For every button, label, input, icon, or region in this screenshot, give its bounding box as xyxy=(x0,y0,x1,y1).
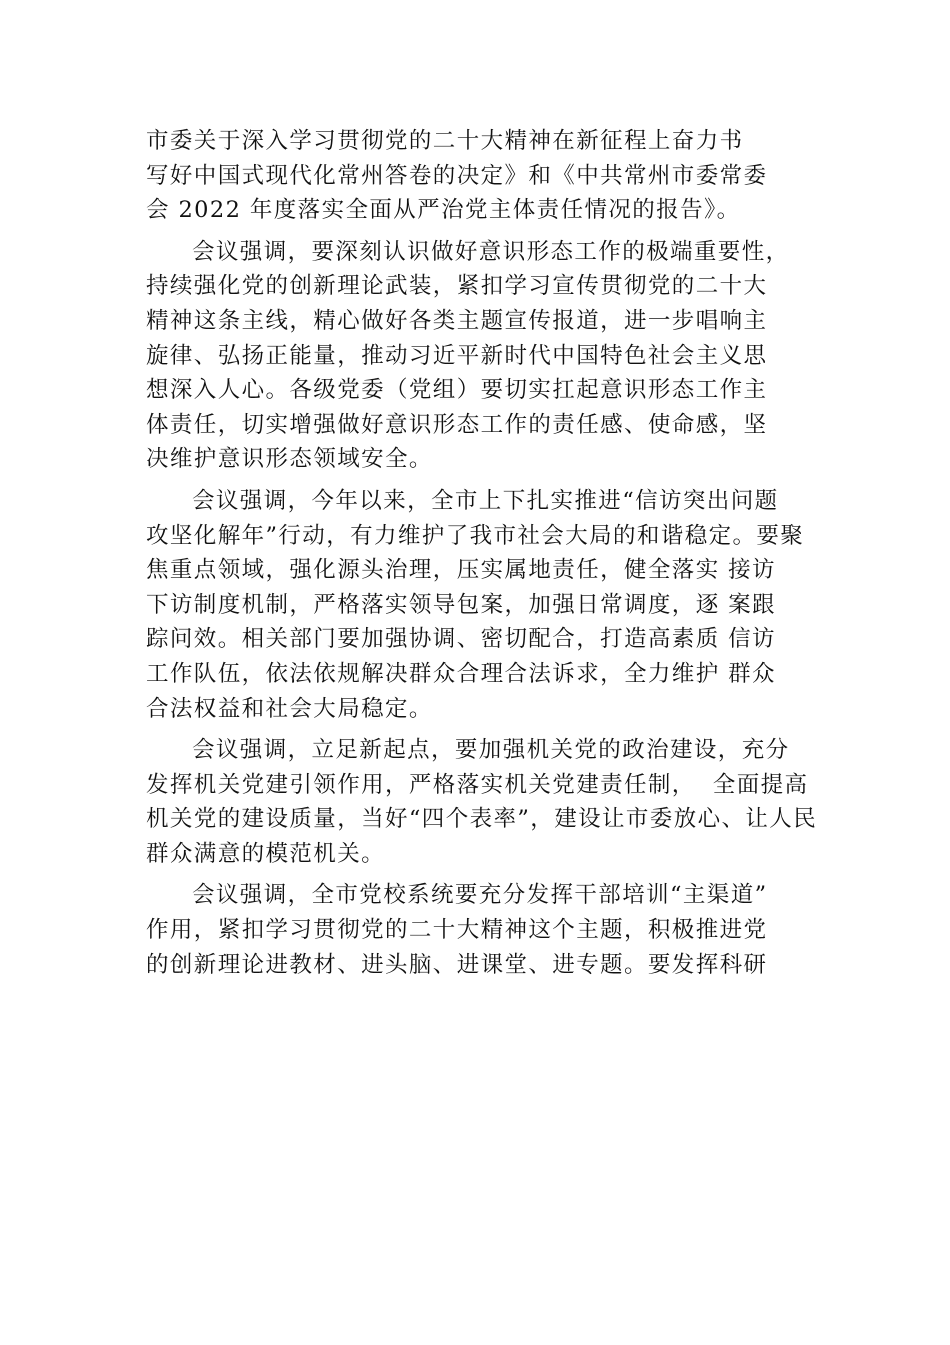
text-line: 会议强调，今年以来，全市上下扎实推进“信访突出问题 xyxy=(192,487,779,514)
document-body xyxy=(146,124,826,982)
text-line: 持续强化党的创新理论武装，紧扣学习宣传贯彻党的二十大 xyxy=(146,273,768,300)
text-line: 工作队伍，依法依规解决群众合理合法诉求，全力维护 群众 xyxy=(146,660,776,687)
paragraph-ideology-work xyxy=(146,235,826,477)
text-line: 发挥机关党建引领作用，严格落实机关党建责任制， 全面提高 xyxy=(146,771,809,798)
text-line: 群众满意的模范机关。 xyxy=(146,840,386,867)
text-line: 会议强调，立足新起点，要加强机关党的政治建设，充分 xyxy=(192,737,790,764)
text-line: 精神这条主线，精心做好各类主题宣传报道，进一步唱响主 xyxy=(146,307,768,334)
paragraph-continuation xyxy=(146,124,826,228)
text-line: 焦重点领域，强化源头治理，压实属地责任，健全落实 接访 xyxy=(146,557,776,584)
text-line: 会议强调，全市党校系统要充分发挥干部培训“主渠道” xyxy=(192,882,768,909)
text-line: 决维护意识形态领域安全。 xyxy=(146,446,433,473)
text-line: 攻坚化解年”行动，有力维护了我市社会大局的和谐稳定。要聚 xyxy=(146,522,805,549)
text-line: 旋律、弘扬正能量，推动习近平新时代中国特色社会主义思 xyxy=(146,342,768,369)
text-line: 的创新理论进教材、进头脑、进课堂、进专题。要发挥科研 xyxy=(146,951,768,978)
text-line: 体责任，切实增强做好意识形态工作的责任感、使命感，坚 xyxy=(146,411,768,438)
paragraph-party-building xyxy=(146,733,826,871)
text-line: 写好中国式现代化常州答卷的决定》和《中共常州市委常委 xyxy=(146,162,768,189)
text-line: 踪问效。相关部门要加强协调、密切配合，打造高素质 信访 xyxy=(146,626,776,653)
text-line: 市委关于深入学习贯彻党的二十大精神在新征程上奋力书 xyxy=(146,128,744,154)
text-line: 机关党的建设质量，当好“四个表率”，建设让市委放心、让人民 xyxy=(146,806,818,833)
text-line: 合法权益和社会大局稳定。 xyxy=(146,695,433,722)
text-line: 想深入人心。各级党委（党组）要切实扛起意识形态工作主 xyxy=(146,377,768,404)
text-line: 会 2022 年度落实全面从严治党主体责任情况的报告》。 xyxy=(146,197,741,224)
text-line: 作用，紧扣学习贯彻党的二十大精神这个主题，积极推进党 xyxy=(146,917,768,944)
paragraph-party-school xyxy=(146,878,826,982)
paragraph-petition-work xyxy=(146,484,826,726)
text-line: 会议强调，要深刻认识做好意识形态工作的极端重要性， xyxy=(192,238,790,265)
text-line: 下访制度机制，严格落实领导包案，加强日常调度，逐 案跟 xyxy=(146,591,776,618)
